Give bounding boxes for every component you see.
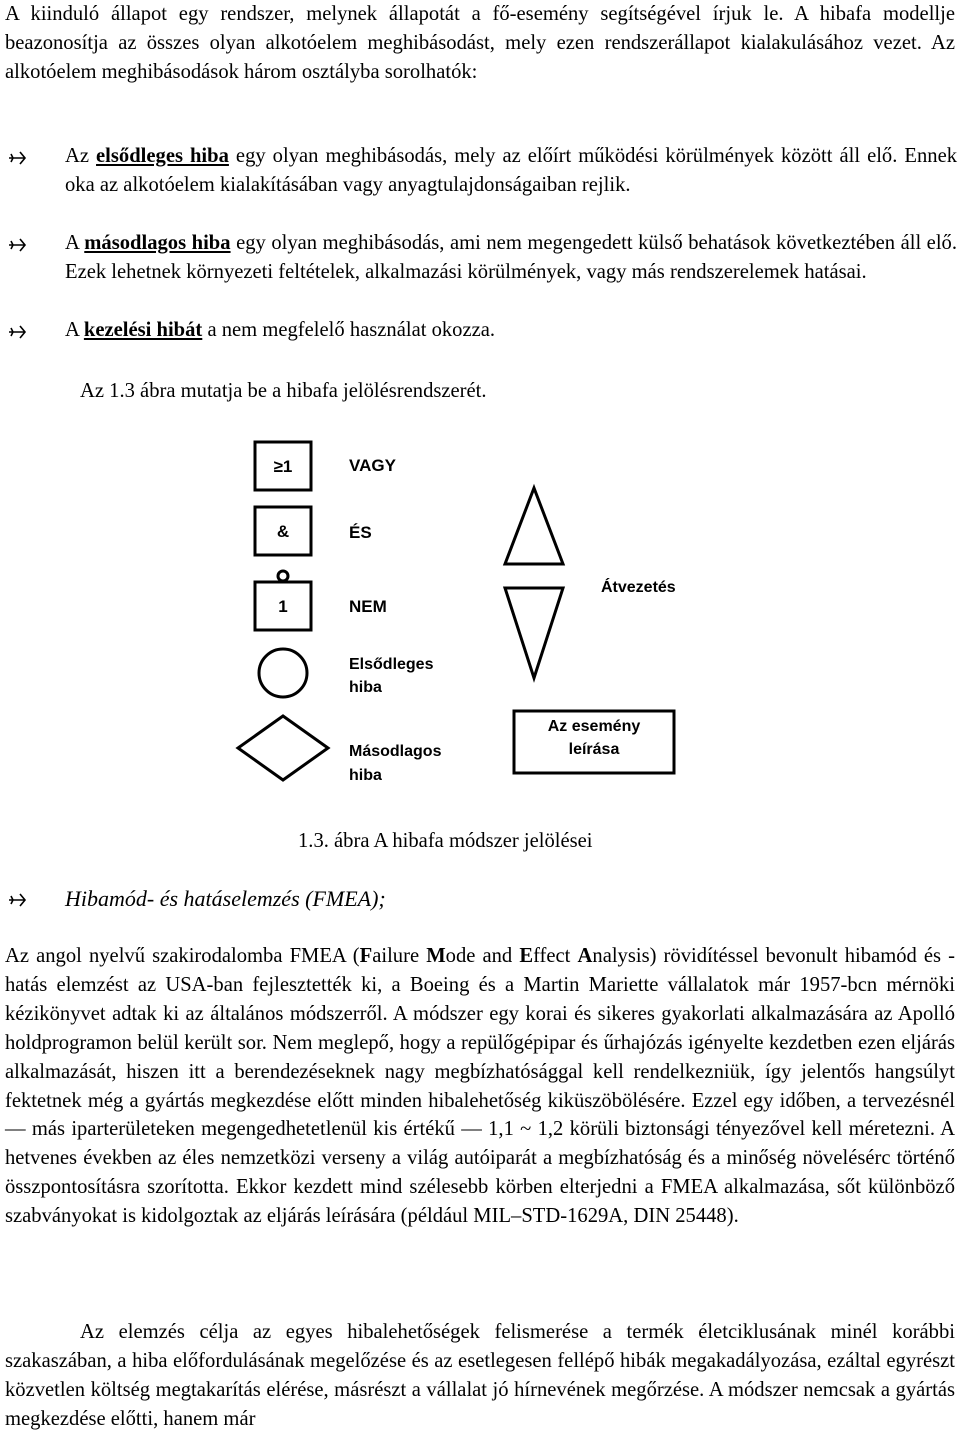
fmea-heading (7, 884, 907, 913)
and-gate-symbol-text: & (276, 522, 290, 541)
term-primary-failure: elsődleges hiba (96, 145, 229, 167)
not-gate-bubble (278, 571, 288, 581)
or-gate-symbol-text: ≥1 (273, 457, 293, 476)
bullet-secondary-failure (7, 229, 957, 287)
fault-tree-symbols-figure (232, 430, 702, 800)
fmea-heading-text: Hibamód- és hatáselemzés (FMEA); (65, 886, 386, 911)
fmea-paragraph: Az angol nyelvű szakirodalomba FMEA (Failure Mode and Effect Analysis) rövidítéssel bevonult hibamód és -hatás elemzést az USA-ban fejlesztették ki, a Boeing és a Martin Mariette vállalatok már 1957-bcn mérnöki kézikönyvet adtak ki az általános módszerről. A módszer egy korai és sikeres gyakorlati alkalmazására az Apolló holdprogramon belül került sor. Nem meglepő, hogy a repülőgépipar és űrhajózás igényelte kezdetben ezen eljárás alkalmazását, hiszen itt a berendezéseknek nagy megbízhatósággal kell rendelkezniük, így jelentős hangsúlyt fektetnek még a gyártás megkezdése előtt minden hibalehetőség kiküszöbölésére. Ezzel egy időben, a tervezésnél — más iparterületeken megengedhetetlenül kis értékű — 1,1 ~ 1,2 körüli biztonsági tényezővel kell méretezni. A hetvenes években az éles nemzetközi verseny a világ autóiparát a megbízhatóság és a minőség növelésérc történő összpontosításra szorította. Ekkor kezdett mind szélesebb körben elterjedni a FMEA alkalmazása, sőt különböző szabványokat is kidolgoztak az eljárás leírására (például MIL–STD-1629A, DIN 25448). (5, 945, 956, 1228)
event-description-label-2: leírása (568, 741, 620, 758)
secondary-failure-label-2: hiba (349, 767, 382, 784)
bullet-text: A kezelési hibát a nem megfelelő használat okozza. (65, 319, 496, 341)
intro-paragraph: A kiinduló állapot egy rendszer, melynek állapotát a fő-esemény segítségével írjuk le. A hibafa modellje beazonosítja az összes olyan alkotóelem meghibásodást, mely ezen rendszerállapot kialakulásához vezet. Az alkotóelem meghibásodások három osztályba sorolhatók: (5, 3, 955, 83)
bullet-handling-failure (7, 316, 957, 345)
secondary-failure-diamond (238, 716, 328, 780)
transfer-label: Átvezetés (601, 579, 676, 596)
goal-paragraph: Az elemzés célja az egyes hibalehetőségek felismerése a termék életciklusának minél korábbi szakaszában, a hiba előfordulásának megelőzése és az esetlegesen fellépő hibák megakadályozása, ezáltal egyrészt közvetlen költség megtakarítás elérése, másrészt a vállalat jó hírnevének megőrzése. A módszer nemcsak a gyártás megkezdése előtti, hanem már (5, 1321, 955, 1430)
secondary-failure-label-1: Másodlagos (349, 743, 442, 760)
bullet-primary-failure (7, 142, 957, 200)
primary-failure-circle (259, 649, 307, 697)
bullet-text: Az elsődleges hiba egy olyan meghibásodás, mely az előírt működési körülmények között áll elő. Ennek oka az alkotóelem kialakításában vagy anyagtulajdonságaiban rejlik. (65, 145, 958, 196)
transfer-triangle-down (505, 588, 563, 678)
figure-caption: 1.3. ábra A hibafa módszer jelölései (298, 830, 593, 852)
not-label: NEM (349, 597, 387, 616)
term-secondary-failure: másodlagos hiba (84, 232, 231, 254)
bullet-text: A másodlagos hiba egy olyan meghibásodás, ami nem megengedett külső behatások következtében áll elő. Ezek lehetnek környezeti feltételek, alkalmazási körülmények, vagy más rendszerelemek hatásai. (65, 232, 957, 283)
or-label: VAGY (349, 456, 396, 475)
primary-failure-label-1: Elsődleges (349, 656, 434, 673)
airplane-bullet-icon (7, 322, 27, 342)
primary-failure-label-2: hiba (349, 679, 382, 696)
not-gate-symbol-text: 1 (278, 597, 288, 616)
airplane-bullet-icon (7, 890, 27, 910)
airplane-bullet-icon (7, 148, 27, 168)
term-handling-failure: kezelési hibát (83, 319, 203, 341)
airplane-bullet-icon (7, 235, 27, 255)
event-description-label-1: Az esemény (547, 718, 641, 735)
figure-intro-text: Az 1.3 ábra mutatja be a hibafa jelölésrendszerét. (80, 380, 487, 402)
transfer-triangle-up (505, 488, 563, 564)
and-label: ÉS (349, 523, 372, 542)
